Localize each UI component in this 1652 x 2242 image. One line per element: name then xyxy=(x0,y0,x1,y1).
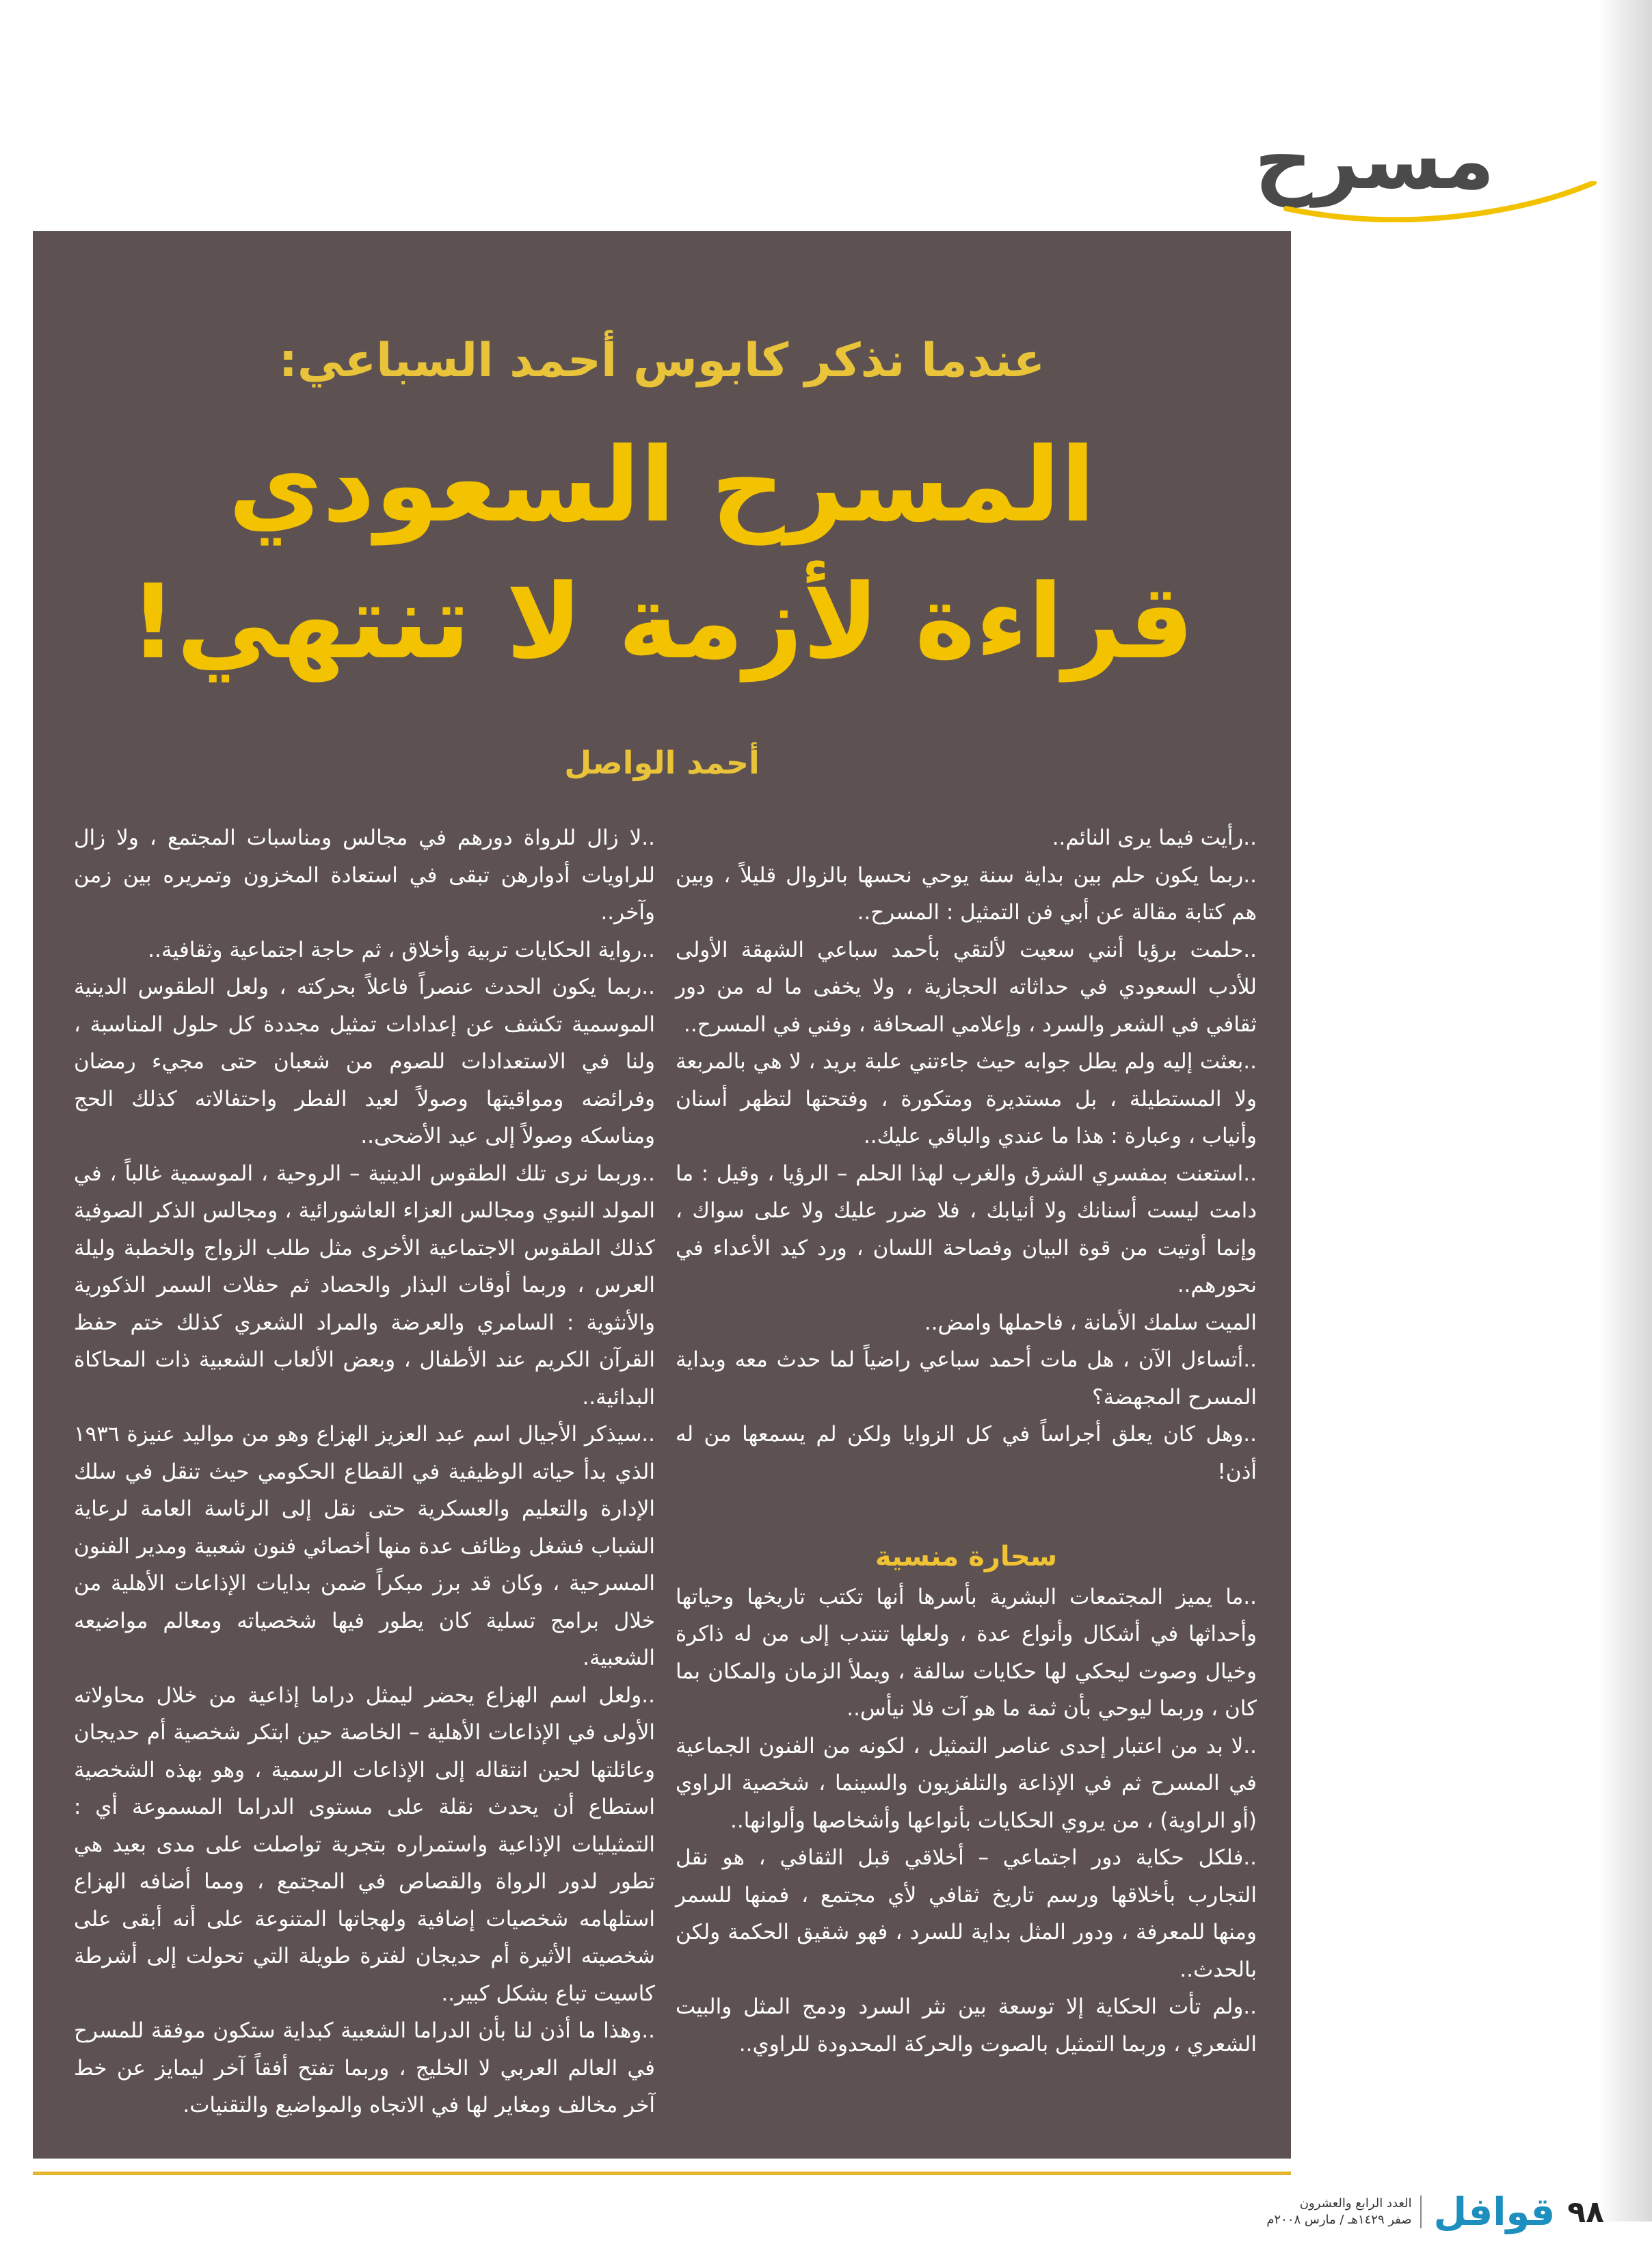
paragraph: ..بعثت إليه ولم يطل جوابه حيث جاءتني علبة بريد ، لا هي بالمربعة ولا المستطيلة ، بل مستديرة ومتكورة ، وفتحتها لتظهر أسنان وأنياب ، وعبارة : هذا ما عندي والباقي عليك.. xyxy=(676,1049,1257,1148)
paragraph: الميت سلمك الأمانة ، فاحملها وامض.. xyxy=(924,1310,1257,1335)
magazine-logo: قوافل xyxy=(1433,2189,1556,2234)
subheading: سحارة منسية xyxy=(875,1541,1058,1572)
issue-label: العدد الرابع والعشرون xyxy=(1299,2196,1412,2211)
article-kicker: عندما نذكر كابوس أحمد السباعي: xyxy=(278,334,1045,388)
paragraph: ..أتساءل الآن ، هل مات أحمد سباعي راضياً لما حدث معه وبداية المسرح المجهضة؟ xyxy=(676,1347,1257,1410)
headline-line-1: المسرح السعودي xyxy=(228,426,1096,545)
footer-rule xyxy=(33,2172,1291,2175)
paragraph: ..رأيت فيما يرى النائم.. xyxy=(1052,826,1257,850)
issue-info xyxy=(1257,2195,1421,2228)
paragraph: ..رواية الحكايات تربية وأخلاق ، ثم حاجة اجتماعية وثقافية.. xyxy=(148,937,655,962)
paragraph: ..استعنت بمفسري الشرق والغرب لهذا الحلم – الرؤيا ، وقيل : ما دامت ليست أسنانك ولا أنيابك ، فلا ضرر عليك ولا على سواك ، وإنما أوتيت من قوة البيان وفصاحة اللسان ، ورد كيد الأعداء في نحورهم.. xyxy=(676,1161,1257,1297)
paragraph: ..فلكل حكاية دور اجتماعي – أخلاقي قبل الثقافي ، هو نقل التجارب بأخلاقها ورسم تاريخ ثقافي لأي مجتمع ، فمنها للسمر ومنها للمعرفة ، ودور المثل بداية للسرد ، فهو شقيق الحكمة ولكن بالحدث.. xyxy=(676,1845,1257,1982)
paragraph: ..وهذا ما أذن لنا بأن الدراما الشعبية كبداية ستكون موفقة للمسرح في العالم العربي لا الخليج ، وربما تفتح أفقاً آخر ليمايز عن خط آخر مخالف ومغاير لها في الاتجاه والمواضيع والتقنيات. xyxy=(74,2018,655,2118)
issue-date: صفر ١٤٢٩هـ / مارس ٢٠٠٨م xyxy=(1266,2213,1412,2227)
paragraph: ..ربما يكون الحدث عنصراً فاعلاً بحركته ، ولعل الطقوس الدينية الموسمية تكشف عن إعدادات تمثيل مجددة كل حلول المناسبة ، ولنا في الاستعدادات للصوم من شعبان حتى مجيء رمضان وفرائضه ومواقيتها وصولاً لعيد الفطر واحتفالاته كذلك الحج ومناسكه وصولاً إلى عيد الأضحى.. xyxy=(74,975,655,1148)
page-edge-shadow xyxy=(1597,0,1652,2221)
column-right xyxy=(676,819,1257,2063)
page-number: ٩٨ xyxy=(1567,2194,1604,2230)
paragraph: ..لا زال للرواة دورهم في مجالس ومناسبات المجتمع ، ولا زال للراويات أدوارهن تبقى في استعادة المخزون وتمريره بين زمن وآخر.. xyxy=(74,826,655,925)
footer xyxy=(1257,2182,1604,2242)
paragraph: ..سيذكر الأجيال اسم عبد العزيز الهزاع وهو من مواليد عنيزة ١٩٣٦ الذي بدأ حياته الوظيفية في القطاع الحكومي حيث تنقل في سلك الإدارة والتعليم والعسكرية حتى نقل إلى الرئاسة العامة لرعاية الشباب فشغل وظائف عدة منها أخصائي فنون شعبية ومدير الفنون المسرحية ، وكان قد برز مبكراً ضمن بدايات الإذاعات الأهلية من خلال برامج تسلية كان يطور فيها شخصياته ومعالم مواضيعه الشعبية. xyxy=(74,1422,655,1670)
section-swoosh-icon xyxy=(1283,181,1597,222)
column-left xyxy=(74,819,655,2124)
paragraph: ..حلمت برؤيا أنني سعيت لألتقي بأحمد سباعي الشهقة الأولى للأدب السعودي في حداثاته الحجازية ، ولا يخفى ما له من دور ثقافي في الشعر والسرد ، وإعلامي الصحافة ، وفني في المسرح.. xyxy=(676,937,1257,1037)
paragraph: ..وربما نرى تلك الطقوس الدينية – الروحية ، الموسمية غالباً ، في المولد النبوي ومجالس العزاء العاشورائية ، ومجالس الذكر الصوفية كذلك الطقوس الاجتماعية الأخرى مثل طلب الزواج والخطبة وليلة العرس ، وربما أوقات البذار والحصاد ثم حفلات السمر الذكورية والأنثوية : السامري والعرضة والمراد الشعري كذلك ختم حفظ القرآن الكريم عند الأطفال ، وبعض الألعاب الشعبية ذات المحاكاة البدائية.. xyxy=(74,1161,655,1410)
paragraph: ..ربما يكون حلم بين بداية سنة يوحي نحسها بالزوال قليلاً ، وبين هم كتابة مقالة عن أبي فن التمثيل : المسرح.. xyxy=(676,862,1257,925)
paragraph: ..ولم تأت الحكاية إلا توسعة بين نثر السرد ودمج المثل والبيت الشعري ، وربما التمثيل بالصوت والحركة المحدودة للراوي.. xyxy=(676,1994,1257,2057)
paragraph: ..ما يميز المجتمعات البشرية بأسرها أنها تكتب تاريخها وحياتها وأحداثها في أشكال وأنواع عدة ، ولعلها تنتدب إلى من له ذاكرة وخيال وصوت ليحكي لها حكايات سالفة ، ويملأ الزمان والمكان بما كان ، وربما ليوحي بأن ثمة ما هو آت فلا نيأس.. xyxy=(676,1584,1257,1721)
paragraph: ..لا بد من اعتبار إحدى عناصر التمثيل ، لكونه من الفنون الجماعية في المسرح ثم في الإذاعة والتلفزيون والسينما ، شخصية الراوي (أو الراوية) ، من يروي الحكايات بأنواعها وأشخاصها وألوانها.. xyxy=(676,1733,1257,1833)
author-name: أحمد الواصل xyxy=(564,744,760,781)
section-title: مسرح xyxy=(1254,113,1495,207)
article-panel xyxy=(33,231,1291,2159)
paragraph: ..وهل كان يعلق أجراساً في كل الزوايا ولكن لم يسمعها من له أذن! xyxy=(676,1422,1257,1484)
paragraph: ..ولعل اسم الهزاع يحضر ليمثل دراما إذاعية من خلال محاولاته الأولى في الإذاعات الأهلية – الخاصة حين ابتكر شخصية أم حديجان وعائلتها لحين انتقاله إلى الإذاعات الرسمية ، وهو بهذه الشخصية استطاع أن يحدث نقلة على مستوى الدراما المسموعة أي : التمثيليات الإذاعية واستمراره بتجربة تواصلت على مدى بعيد هي تطور لدور الرواة والقصاص في المجتمع ، ومما أضافه الهزاع استلهامه شخصيات إضافية ولهجاتها المتنوعة على أنه أبقى على شخصيته الأثيرة أم حديجان لفترة طويلة التي تحولت إلى أشرطة كاسيت تباع بشكل كبير.. xyxy=(74,1683,655,2006)
headline-line-2: قراءة لأزمة لا تنتهي! xyxy=(129,563,1195,682)
